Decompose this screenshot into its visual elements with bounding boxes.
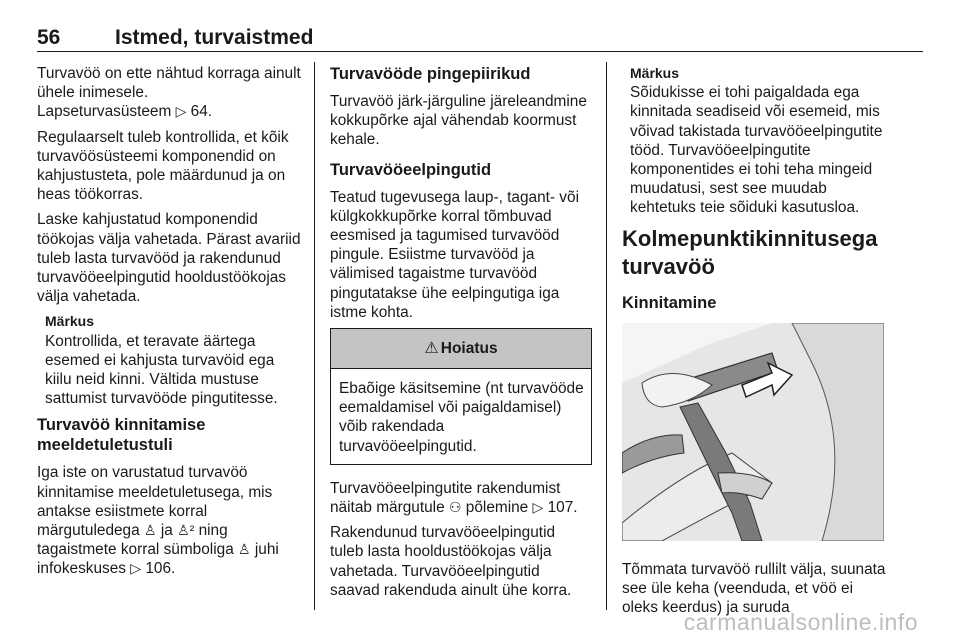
seatbelt-front-icon: ♙ [238, 541, 251, 558]
ref-arrow-icon: ▷ [532, 499, 544, 516]
paragraph: Iga iste on varustatud turvavöö kinnitamise meeldetuletusega, mis antakse esiistmete korral märgutuledega ♙ ja ♙² ning tagaistmete korral sümboliga ♙ juhi infokeskuses ▷ 106. [37, 464, 279, 578]
note-box [45, 312, 303, 408]
subheading: Turvavööde pingepiirikud [330, 65, 531, 83]
column-2 [330, 64, 592, 606]
warning-box [330, 328, 592, 465]
page-ref[interactable]: 64. [190, 103, 213, 121]
paragraph: Teatud tugevusega laup-, tagant- või külgkokkupõrke korral tõmbuvad eesmised ja tagumised turvavööd pingule. Esiistme turvavööd ja välimised tagaistme turvavööd pingutatakse ühe eelpingutiga iga istme kohta. [330, 188, 579, 321]
paragraph: Turvavöö on ette nähtud korraga ainult ühele inimesele. Lapseturvasüsteem ▷ 64. [37, 65, 301, 121]
page-number: 56 [37, 26, 61, 49]
ref-arrow-icon: ▷ [130, 560, 142, 577]
paragraph: Turvavööeelpingutite rakendumist näitab märgutule ⚇ põlemine ▷ 107. [330, 479, 578, 517]
warning-title: Hoiatus [440, 339, 498, 357]
seatbelt-front-icon: ♙ [143, 522, 157, 539]
paragraph: Regulaarselt tuleb kontrollida, et kõik turvavöösüsteemi komponendid on kahjustusteta, pole määrdunud ja on heas töökorras. [37, 128, 289, 204]
seatbelt-illustration [622, 323, 884, 541]
pretensioner-icon: ⚇ [448, 499, 462, 516]
ref-arrow-icon: ▷ [175, 103, 187, 120]
warning-icon: ⚠ [424, 339, 439, 357]
note-title: Märkus [45, 313, 95, 330]
column-divider [314, 62, 315, 610]
watermark: carmanualsonline.info [683, 609, 918, 635]
page-header [37, 28, 923, 52]
warning-header [331, 329, 591, 369]
paragraph: Laske kahjustatud komponendid töökojas välja vahetada. Pärast avariid tuleb lasta turvavööd ja rakendunud turvavööeelpingutid hooldustöökojas välja vahetada. [37, 211, 301, 306]
page-ref[interactable]: 107. [547, 499, 578, 517]
section-heading: Kolmepunktikinnitusega turvavöö [622, 225, 878, 279]
seatbelt-rear-icon: ♙² [177, 522, 195, 539]
subheading: Turvavöö kinnitamise meeldetuletustuli [37, 416, 206, 455]
column-3 [622, 64, 888, 623]
note-text: Kontrollida, et teravate äärtega esemed ei kahjusta turvavöid ega kiilu neid kinni. Vältida mustuse sattumist turvavööde pingutitesse. [45, 332, 278, 408]
column-1 [37, 64, 303, 585]
subheading: Kinnitamine [622, 293, 717, 312]
note-title: Märkus [630, 65, 680, 81]
paragraph: Turvavöö järk-järguline järeleandmine kokkupõrke ajal vähendab koormust kehale. [330, 93, 587, 149]
paragraph: Tõmmata turvavöö rullilt välja, suunata see üle keha (veenduda, et vöö ei oleks keerdus) ja suruda [622, 560, 886, 617]
section-title: Istmed, turvaistmed [115, 26, 314, 49]
note-box [630, 64, 888, 218]
subheading: Turvavööeelpingutid [330, 160, 492, 179]
column-divider [606, 62, 607, 610]
note-text: Sõidukisse ei tohi paigaldada ega kinnitada seadiseid või esemeid, mis võivad takistada turvavööeelpingutite tööd. Turvavööeelpingutite komponentides ei tohi teha mingeid muudatusi, sest see muudab kehtetuks teie sõiduki kasutusloa. [630, 84, 883, 217]
warning-text: Ebaõige käsitsemine (nt turvavööde eemaldamisel või paigaldamisel) võib rakendada turvavööeelpingutid. [339, 380, 584, 455]
page-ref[interactable]: 106. [145, 560, 176, 578]
paragraph: Rakendunud turvavööeelpingutid tuleb lasta hooldustöökojas välja vahetada. Turvavööeelpingutid saavad rakenduda ainult ühe korra. [330, 524, 572, 599]
